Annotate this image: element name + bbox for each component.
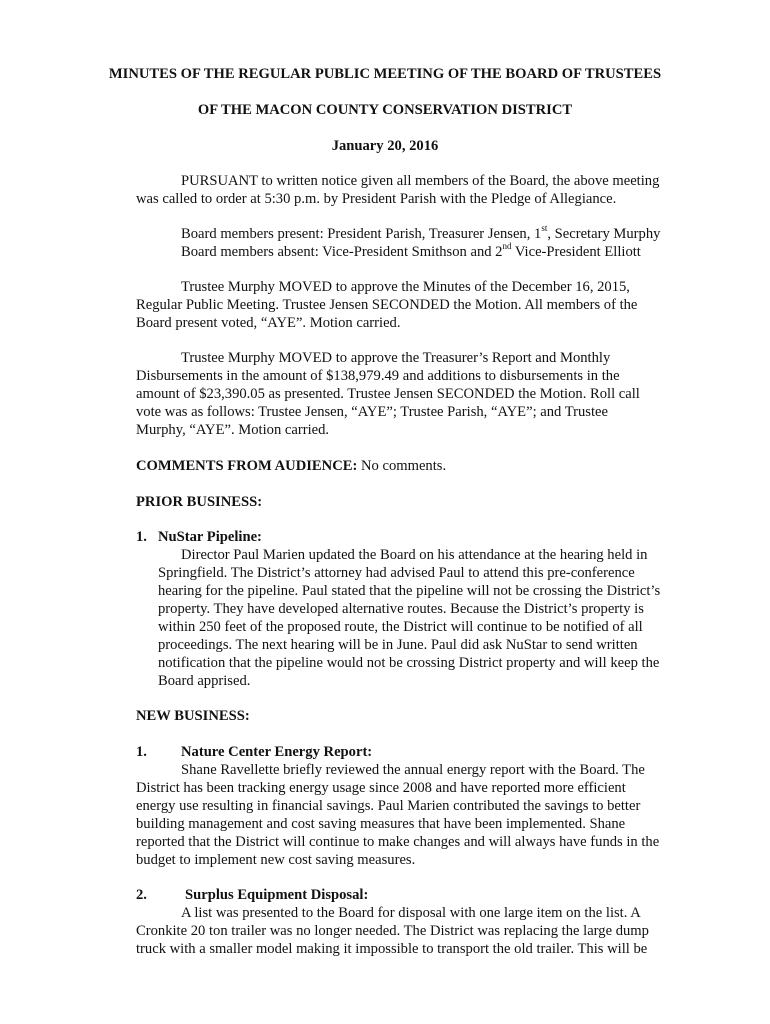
title-line-1: MINUTES OF THE REGULAR PUBLIC MEETING OF THE BOARD OF TRUSTEES [108,66,662,82]
title-line-2: OF THE MACON COUNTY CONSERVATION DISTRICT [197,102,573,118]
document-page: MINUTES OF THE REGULAR PUBLIC MEETING OF THE BOARD OF TRUSTEES OF THE MACON COUNTY CONSERVATION DISTRICT January 20, 2016 PURSUANT to written notice given all members of the Board, the above meeting was called to order at 5:30 p.m. by President Parish with the Pledge of Allegiance. Board members present: President Parish, Treasurer Jensen, 1st, Secretary Murphy Board members absent: Vice-President Smithson and 2nd Vice-President Elliott Trustee Murphy MOVED to approve the Minutes of the December 16, 2015, Regular Public Meeting. Trustee Jensen SECONDED the Motion. All members of the Board present voted, “AYE”. Motion carried. Trustee Murphy MOVED to approve the Treasurer’s Report and Monthly Disbursements in the amount of $138,979.49 and additions to disbursements in the amount of $23,390.05 as presented. Trustee Jensen SECONDED the Motion. Roll call vote was as follows: Trustee Jensen, “AYE”; Trustee Parish, “AYE”; and Trustee Murphy, “AYE”. Motion carried. COMMENTS FROM AUDIENCE: No comments. PRIOR BUSINESS: 1. NuStar Pipeline: Director Paul Marien updated the Board on his attendance at the hearing held in Springfield. The District’s attorney had advised Paul to attend this pre-conference hearing for the pipeline. Paul stated that the pipeline will not be crossing the District’s property. They have developed alternative routes. Because the District’s property is within 250 feet of the proposed route, the District will continue to be notified of all proceedings. The next hearing will be in June. Paul did ask NuStar to send written notification that the pipeline would not be crossing District property and will keep the Board apprised. NEW BUSINESS: 1. Nature Center Energy Report: Shane Ravellette briefly reviewed the annual energy report with the Board. The District has been tracking energy usage since 2008 and have reported more efficient energy use resulting in financial savings. Paul Marien contributed the savings to better building management and cost saving measures that have been implemented. Shane reported that the District will continue to make changes and will always have funds in the budget to implement new cost saving measures. 2. Surplus Equipment Disposal: A list was presented to the Board for disposal with one large item on the list. A Cronkite 20 ton trailer was no longer needed. The District was replacing the large dump truck with a smaller model making it impossible to transport the old trailer. This will be [0,0,770,1024]
meeting-date: January 20, 2016 [331,138,439,154]
